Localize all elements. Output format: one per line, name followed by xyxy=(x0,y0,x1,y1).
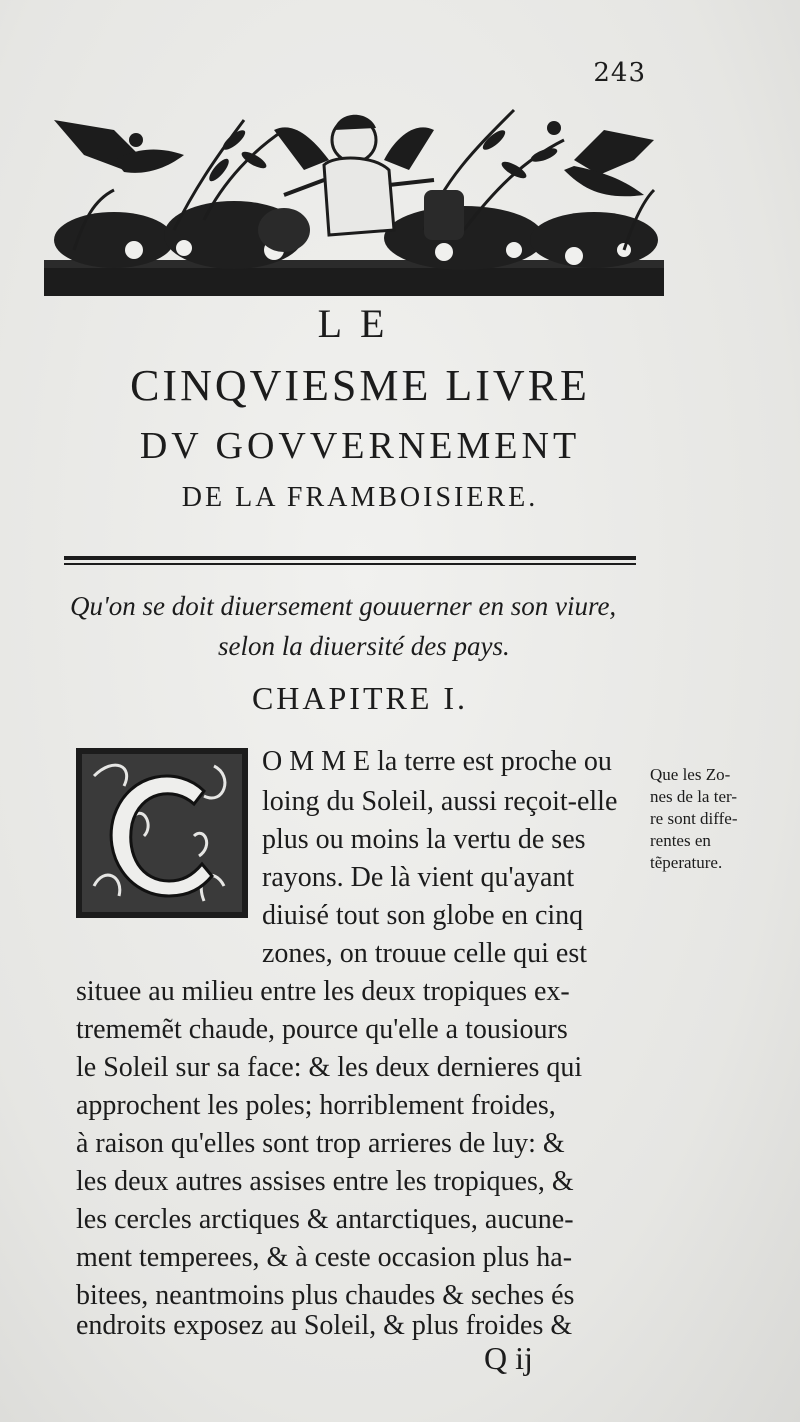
body-line: approchent les poles; horriblement froides, xyxy=(76,1090,556,1121)
body-line: loing du Soleil, aussi reçoit-elle xyxy=(262,786,618,817)
body-line: le Soleil sur sa face: & les deux dernieres qui xyxy=(76,1052,583,1083)
margin-note-line: Que les Zo- xyxy=(650,765,731,784)
double-rule-divider xyxy=(64,556,636,566)
margin-note-line: tẽperature. xyxy=(650,853,723,872)
body-line: rayons. De là vient qu'ayant xyxy=(262,862,575,893)
body-line: plus ou moins la vertu de ses xyxy=(262,824,586,855)
body-line: les deux autres assises entre les tropiques, & xyxy=(76,1166,574,1197)
body-line: ment temperees, & à ceste occasion plus ha- xyxy=(76,1242,573,1273)
title-book-number: CINQVIESME LIVRE xyxy=(130,361,590,410)
body-line: les cercles arctiques & antarctiques, aucune- xyxy=(76,1204,574,1235)
margin-note-line: re sont diffe- xyxy=(650,809,738,828)
title-subject: DV GOVVERNEMENT xyxy=(139,425,581,467)
margin-note xyxy=(650,764,790,874)
title-le: LE xyxy=(317,301,403,346)
chapter-heading: CHAPITRE I. xyxy=(251,680,469,716)
headpiece-ornament xyxy=(44,100,664,296)
body-line: endroits exposez au Soleil, & plus froides & xyxy=(76,1310,573,1341)
page-number: 243 xyxy=(593,58,646,88)
body-line: à raison qu'elles sont trop arrieres de luy: & xyxy=(76,1128,565,1159)
signature-mark: Q ij xyxy=(484,1340,533,1376)
body-line: zones, on trouue celle qui est xyxy=(262,938,588,969)
title-author: DE LA FRAMBOISIERE. xyxy=(181,482,539,513)
summary-line: Qu'on se doit diuersement gouuerner en son viure, xyxy=(70,591,617,621)
margin-note-line: rentes en xyxy=(650,831,711,850)
margin-note-line: nes de la ter- xyxy=(650,787,737,806)
body-line: situee au milieu entre les deux tropiques ex- xyxy=(76,976,570,1007)
body-line: diuisé tout son globe en cinq xyxy=(262,900,584,931)
decorated-initial-c-icon xyxy=(74,746,250,920)
body-line: trememẽt chaude, pource qu'elle a tousiours xyxy=(76,1014,568,1045)
body-line: bitees, neantmoins plus chaudes & seches és xyxy=(76,1280,575,1311)
body-line: O M M E la terre est proche ou xyxy=(262,746,612,777)
summary-line: selon la diuersité des pays. xyxy=(218,631,510,661)
